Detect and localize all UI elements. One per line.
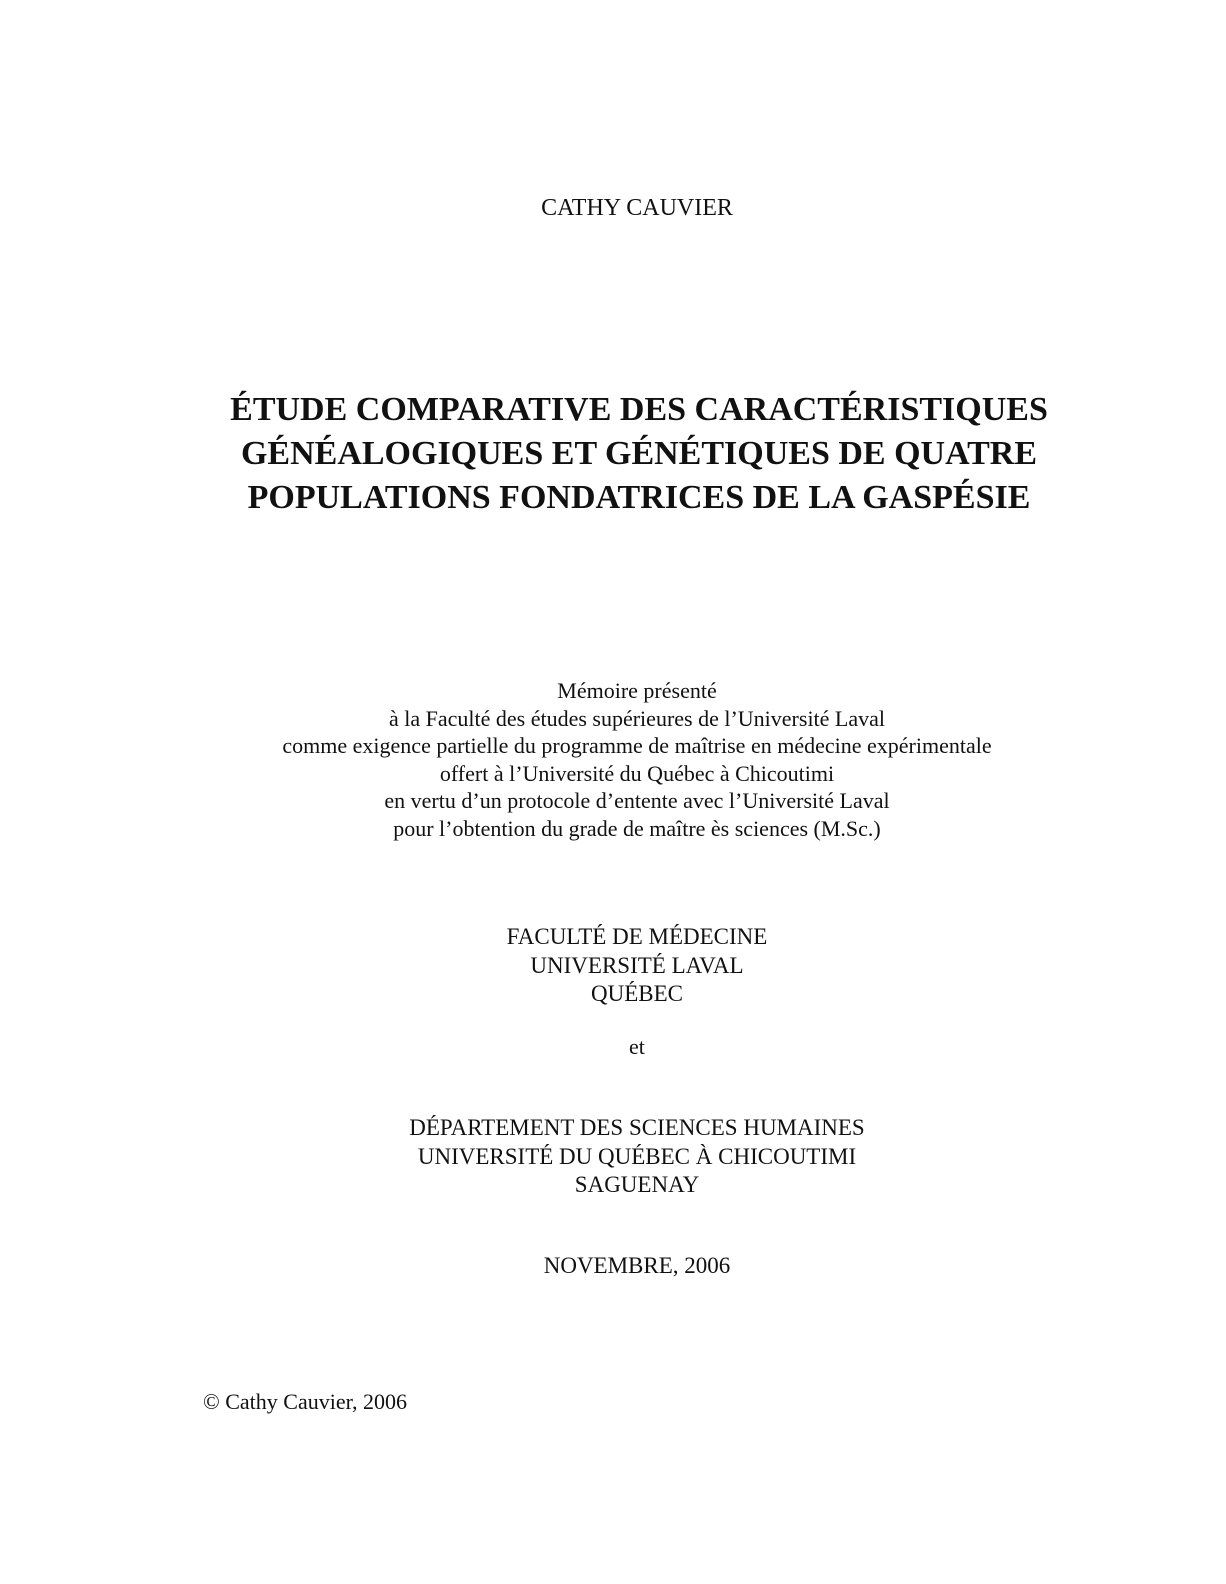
title-line: POPULATIONS FONDATRICES DE LA GASPÉSIE — [247, 479, 1031, 516]
author-name: CATHY CAUVIER — [541, 195, 733, 221]
department-line: DÉPARTEMENT DES SCIENCES HUMAINES — [409, 1115, 865, 1140]
statement-line: comme exigence partielle du programme de maîtrise en médecine expérimentale — [282, 733, 992, 758]
faculty-line: FACULTÉ DE MÉDECINE — [506, 924, 768, 949]
title-line: ÉTUDE COMPARATIVE DES CARACTÉRISTIQUES — [230, 391, 1048, 428]
copyright-notice: © Cathy Cauvier, 2006 — [203, 1389, 408, 1414]
conjunction-text: et — [629, 1034, 645, 1059]
statement-line: pour l’obtention du grade de maître ès sciences (M.Sc.) — [393, 815, 881, 841]
department-line: SAGUENAY — [574, 1172, 700, 1197]
statement-line: à la Faculté des études supérieures de l’Université Laval — [388, 705, 886, 731]
statement-line: en vertu d’un protocole d’entente avec l’Université Laval — [384, 788, 890, 813]
statement-line: Mémoire présenté — [557, 678, 717, 703]
department-block — [24, 1114, 1226, 1200]
department-line: UNIVERSITÉ DU QUÉBEC À CHICOUTIMI — [417, 1143, 857, 1169]
submission-date: NOVEMBRE, 2006 — [543, 1253, 731, 1278]
submission-statement — [24, 677, 1226, 842]
statement-line: offert à l’Université du Québec à Chicoutimi — [439, 760, 835, 786]
faculty-line: UNIVERSITÉ LAVAL — [530, 952, 744, 978]
faculty-block — [24, 923, 1226, 1009]
title-line: GÉNÉALOGIQUES ET GÉNÉTIQUES DE QUATRE — [240, 435, 1038, 472]
thesis-title — [26, 388, 1226, 520]
faculty-line: QUÉBEC — [591, 981, 683, 1006]
